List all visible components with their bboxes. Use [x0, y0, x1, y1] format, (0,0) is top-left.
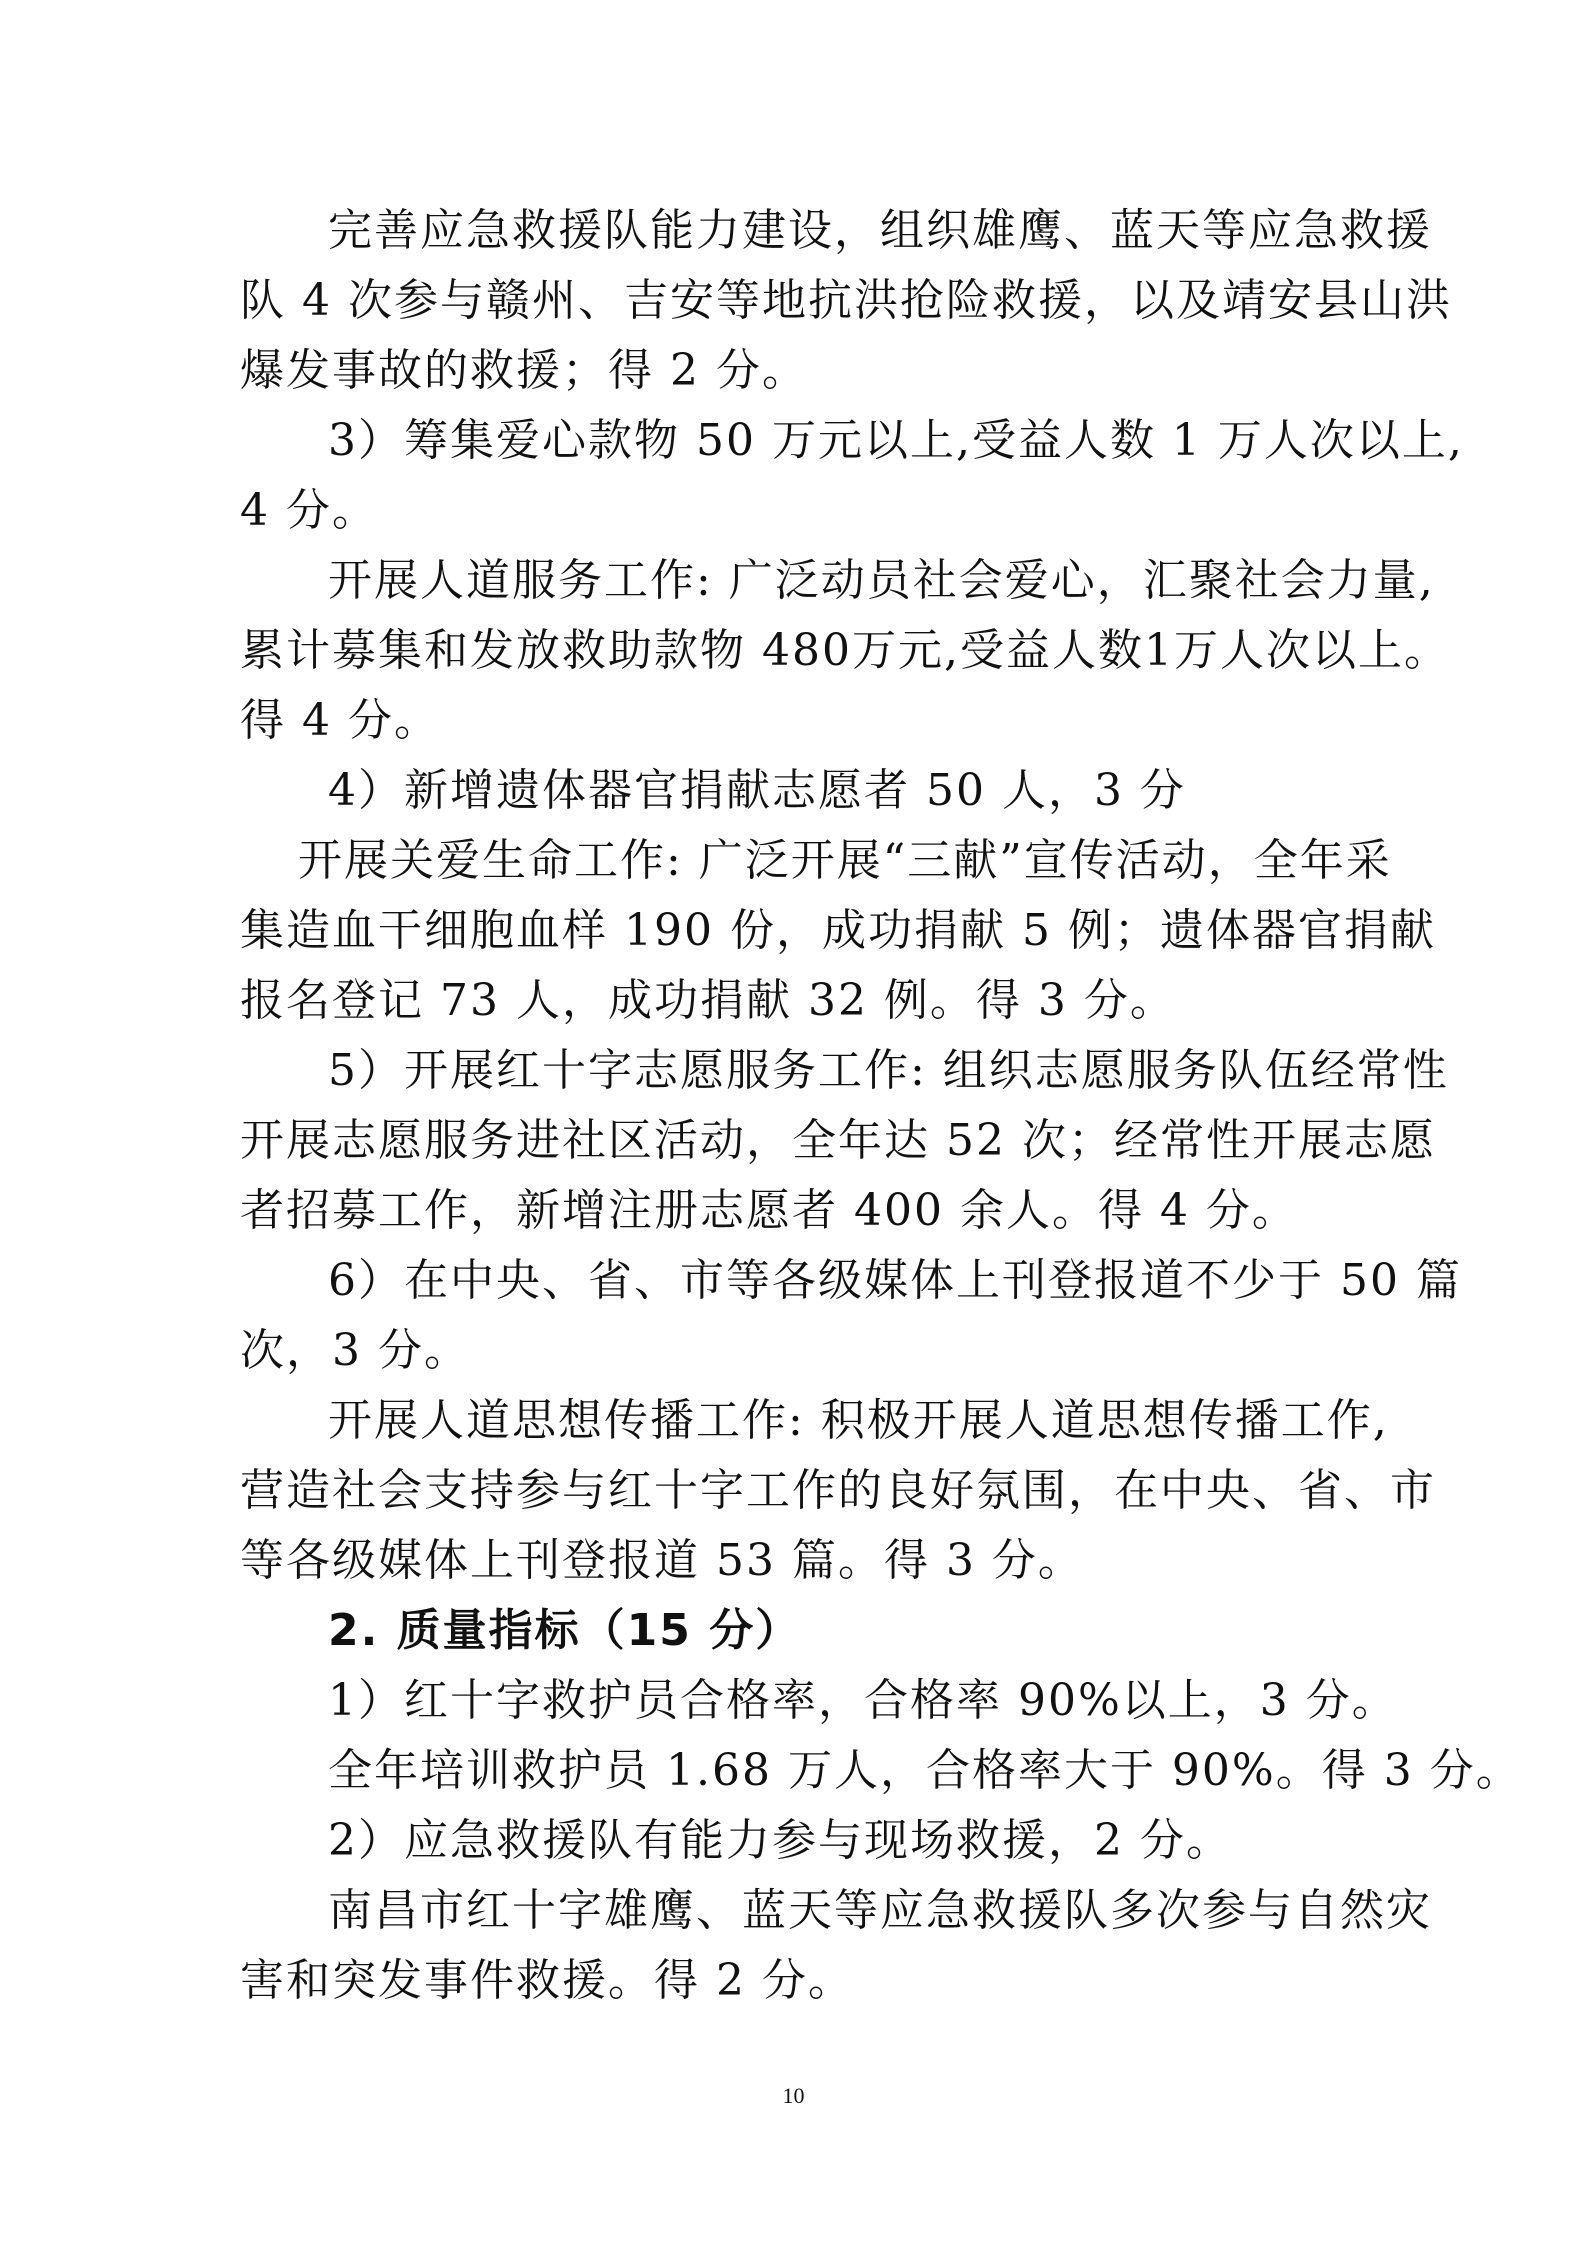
paragraph-line: 营造社会支持参与红十字工作的良好氛围，在中央、省、市 — [240, 1465, 1436, 1516]
paragraph-line: 次，3 分。 — [240, 1325, 470, 1376]
paragraph-line: 集造血干细胞血样 190 份，成功捐献 5 例；遗体器官捐献 — [240, 905, 1436, 956]
paragraph-line: 爆发事故的救援；得 2 分。 — [240, 345, 808, 396]
paragraph-line: 1）红十字救护员合格率，合格率 90%以上，3 分。 — [328, 1675, 1398, 1726]
paragraph-line: 者招募工作，新增注册志愿者 400 余人。得 4 分。 — [240, 1185, 1298, 1236]
paragraph-line: 完善应急救援队能力建设，组织雄鹰、蓝天等应急救援 — [328, 205, 1432, 256]
paragraph-line: 全年培训救护员 1.68 万人，合格率大于 90%。得 3 分。 — [328, 1745, 1522, 1796]
paragraph-line: 开展关爱生命工作: 广泛开展“三献”宣传活动，全年采 — [298, 835, 1392, 886]
paragraph-line: 6）在中央、省、市等各级媒体上刊登报道不少于 50 篇 — [328, 1255, 1462, 1306]
paragraph-line: 2）应急救援队有能力参与现场救援，2 分。 — [328, 1815, 1232, 1866]
paragraph-line: 开展人道服务工作: 广泛动员社会爱心，汇聚社会力量, — [328, 555, 1435, 606]
paragraph-line: 害和突发事件救援。得 2 分。 — [240, 1955, 854, 2006]
paragraph-line: 3）筹集爱心款物 50 万元以上,受益人数 1 万人次以上, — [328, 415, 1464, 466]
page-number: 10 — [782, 2083, 805, 2108]
section-heading: 2. 质量指标（15 分） — [328, 1605, 802, 1656]
paragraph-line: 4）新增遗体器官捐献志愿者 50 人，3 分 — [328, 765, 1186, 816]
document-body — [240, 196, 1522, 2016]
paragraph-line: 队 4 次参与赣州、吉安等地抗洪抢险救援，以及靖安县山洪 — [240, 275, 1452, 326]
paragraph-line: 报名登记 73 人，成功捐献 32 例。得 3 分。 — [240, 975, 1176, 1026]
paragraph-line: 开展人道思想传播工作: 积极开展人道思想传播工作, — [328, 1395, 1389, 1446]
paragraph-line: 5）开展红十字志愿服务工作: 组织志愿服务队伍经常性 — [328, 1045, 1449, 1096]
paragraph-line: 累计募集和发放救助款物 480万元,受益人数1万人次以上。 — [240, 625, 1450, 676]
paragraph-line: 等各级媒体上刊登报道 53 篇。得 3 分。 — [240, 1535, 1084, 1586]
paragraph-line: 开展志愿服务进社区活动，全年达 52 次；经常性开展志愿 — [240, 1115, 1436, 1166]
paragraph-line: 得 4 分。 — [240, 695, 440, 746]
paragraph-line: 南昌市红十字雄鹰、蓝天等应急救援队多次参与自然灾 — [328, 1885, 1432, 1936]
paragraph-line: 4 分。 — [240, 485, 378, 536]
